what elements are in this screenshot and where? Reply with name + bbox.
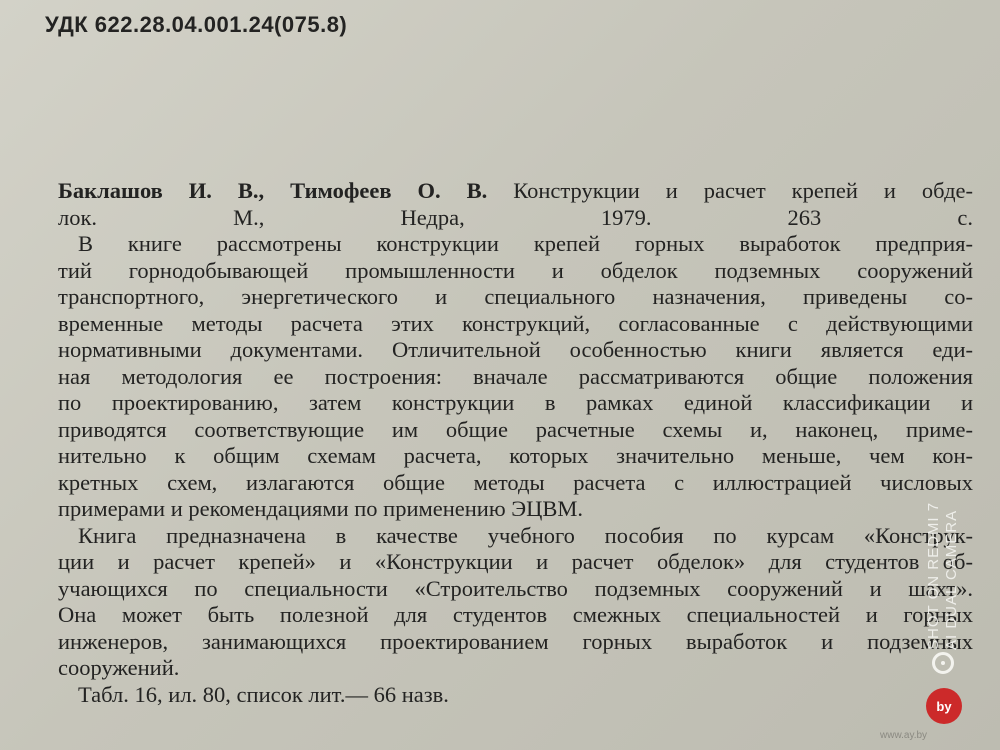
- card-line-text: кретных схем, излагаются общие методы расчета с иллюстрацией числовых: [58, 469, 973, 495]
- card-line: [58, 284, 973, 311]
- watermark-line1: SHOT ON REDMI 7: [925, 501, 942, 650]
- card-line-text: тий горнодобывающей промышленности и обделок подземных сооружений: [58, 257, 973, 283]
- card-line-text: В книге рассмотрены конструкции крепей горных выработок предприя-: [78, 231, 973, 256]
- card-line: [58, 231, 973, 258]
- bibliographic-card: [58, 178, 973, 708]
- card-line-text: инженеров, занимающихся проектированием горных выработок и подземных: [58, 628, 973, 654]
- card-authors: Баклашов И. В., Тимофеев О. В.: [58, 178, 488, 203]
- card-line-text: учающихся по специальности «Строительство подземных сооружений и шахт».: [58, 575, 973, 601]
- card-line: [58, 337, 973, 364]
- card-line-text: Книга предназначена в качестве учебного пособия по курсам «Конструк-: [78, 522, 973, 548]
- card-line: [58, 205, 973, 232]
- card-line: [58, 682, 973, 709]
- udk-code: УДК 622.28.04.001.24(075.8): [45, 12, 348, 37]
- card-line-text: ная методология ее построения: вначале рассматриваются общие положения: [58, 363, 973, 389]
- card-line: [58, 390, 973, 417]
- card-line: [58, 178, 973, 205]
- card-line-text: нительно к общим схемам расчета, которых значительно меньше, чем кон-: [58, 443, 973, 468]
- card-line: [58, 576, 973, 603]
- card-line-text: временные методы расчета этих конструкций, согласованные с действующими: [58, 310, 973, 336]
- card-line-text: Конструкции и расчет крепей и обде-: [487, 178, 974, 203]
- card-line: [58, 364, 973, 391]
- card-line-text: нормативными документами. Отличительной особенностью книги является еди-: [58, 337, 973, 362]
- card-line: [58, 470, 973, 497]
- card-line-text: Табл. 16, ил. 80, список лит.— 66 назв.: [78, 681, 449, 707]
- card-line-text: приводятся соответствующие им общие расчетные схемы и, наконец, приме-: [58, 416, 973, 442]
- card-line-text: Она может быть полезной для студентов смежных специальностей и горных: [58, 602, 973, 627]
- camera-logo-icon: [932, 652, 954, 674]
- card-line-text: примерами и рекомендациями по применению ЭЦВМ.: [58, 496, 584, 521]
- site-logo-icon: by: [926, 688, 962, 724]
- card-line: [58, 655, 973, 682]
- card-line-text: сооружений.: [58, 655, 180, 680]
- watermark-line2: AI DUAL CAMERA: [943, 509, 960, 650]
- card-line: [58, 496, 973, 523]
- card-line: [58, 258, 973, 285]
- site-url: www.ay.by: [880, 730, 928, 741]
- card-line-text: ции и расчет крепей» и «Конструкции и расчет обделок» для студентов об-: [58, 549, 973, 574]
- card-line-text: транспортного, энергетического и специального назначения, приведены со-: [58, 284, 973, 309]
- card-line: [58, 549, 973, 576]
- card-line: [58, 602, 973, 629]
- card-line: [58, 417, 973, 444]
- card-line: [58, 311, 973, 338]
- card-line: [58, 443, 973, 470]
- card-line-text: лок. М., Недра, 1979. 263 с.: [58, 204, 973, 230]
- watermark-text: [925, 502, 961, 650]
- card-line: [58, 629, 973, 656]
- card-line-text: по проектированию, затем конструкции в рамках единой классификации и: [58, 390, 973, 415]
- card-line: [58, 523, 973, 550]
